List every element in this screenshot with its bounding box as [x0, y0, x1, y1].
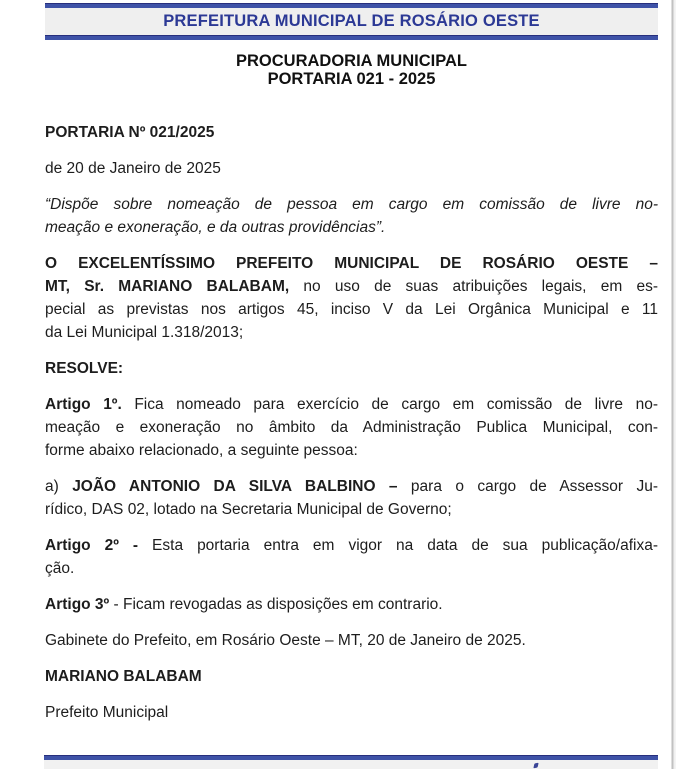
text-segment: meação e exoneração, e da outras providências”.: [45, 219, 386, 236]
banner-bottom-rule: [45, 35, 658, 40]
text-segment: pecial as previstas nos artigos 45, inciso V da Lei Orgânica Municipal e 11: [45, 301, 658, 318]
text-segment: rídico, DAS 02, lotado na Secretaria Municipal de Governo;: [45, 501, 452, 518]
paragraph: [45, 665, 658, 688]
header-banner: [45, 3, 658, 40]
text-segment: meação e exoneração no âmbito da Administração Publica Municipal, con-: [45, 419, 658, 436]
text-line: [45, 321, 658, 344]
text-line: [45, 393, 658, 416]
text-line: [45, 439, 658, 462]
text-segment: “Dispõe sobre nomeação de pessoa em cargo em comissão de livre no-: [45, 196, 658, 213]
text-line: [45, 416, 658, 439]
text-line: [45, 357, 658, 380]
partial-letter-accent: [533, 763, 538, 769]
text-segment: O EXCELENTÍSSIMO PREFEITO MUNICIPAL DE ROSÁRIO OESTE –: [45, 255, 658, 272]
text-segment: Esta portaria entra em vigor na data de sua publicação/afixa-: [138, 537, 658, 554]
text-segment: Gabinete do Prefeito, em Rosário Oeste – MT, 20 de Janeiro de 2025.: [45, 632, 526, 649]
text-line: [45, 157, 658, 180]
text-line: [45, 498, 658, 521]
text-segment: no uso de suas atribuições legais, em es-: [289, 278, 658, 295]
document-body: [45, 121, 658, 724]
text-line: [45, 216, 658, 239]
text-line: [45, 252, 658, 275]
text-segment: Fica nomeado para exercício de cargo em comissão de livre no-: [121, 396, 658, 413]
text-line: [45, 298, 658, 321]
text-segment: forme abaixo relacionado, a seguinte pessoa:: [45, 442, 358, 459]
paragraph: [45, 593, 658, 616]
text-segment: JOÃO ANTONIO DA SILVA BALBINO –: [72, 478, 398, 495]
text-segment: Artigo 3º: [45, 596, 110, 613]
text-segment: a): [45, 478, 73, 495]
text-line: [45, 275, 658, 298]
paragraph: [45, 157, 658, 180]
text-segment: PORTARIA Nº 021/2025: [45, 124, 215, 141]
banner-title: PREFEITURA MUNICIPAL DE ROSÁRIO OESTE: [163, 12, 540, 30]
paragraph: [45, 475, 658, 521]
text-segment: para o cargo de Assessor Ju-: [397, 478, 658, 495]
text-line: [45, 557, 658, 580]
text-line: [45, 593, 658, 616]
paragraph: [45, 701, 658, 724]
paragraph: [45, 534, 658, 580]
text-line: [45, 701, 658, 724]
text-line: [45, 534, 658, 557]
text-line: [45, 665, 658, 688]
text-segment: MT, Sr. MARIANO BALABAM,: [45, 278, 290, 295]
text-segment: MARIANO BALABAM: [45, 668, 202, 685]
text-line: [45, 629, 658, 652]
text-segment: Prefeito Municipal: [45, 704, 169, 721]
footer-banner: [44, 755, 658, 769]
paragraph: [45, 629, 658, 652]
text-segment: Artigo 2º -: [45, 537, 139, 554]
paragraph: [45, 357, 658, 380]
text-segment: RESOLVE:: [45, 360, 124, 377]
text-segment: Artigo 1º.: [45, 396, 122, 413]
paragraph: [45, 193, 658, 239]
paragraph: [45, 121, 658, 144]
paragraph: [45, 252, 658, 344]
text-line: [45, 475, 658, 498]
footer-partial-band: [44, 760, 658, 769]
text-segment: de 20 de Janeiro de 2025: [45, 160, 221, 177]
text-segment: - Ficam revogadas as disposições em contrario.: [109, 596, 443, 613]
page-right-edge: [669, 0, 676, 769]
paragraph: [45, 393, 658, 462]
text-line: [45, 121, 658, 144]
banner-inner: [45, 8, 658, 35]
text-line: [45, 193, 658, 216]
subheader-line1: PROCURADORIA MUNICIPAL: [236, 52, 467, 70]
text-segment: ção.: [45, 560, 75, 577]
text-segment: da Lei Municipal 1.318/2013;: [45, 324, 244, 341]
subheader-line2: PORTARIA 021 - 2025: [267, 70, 436, 88]
